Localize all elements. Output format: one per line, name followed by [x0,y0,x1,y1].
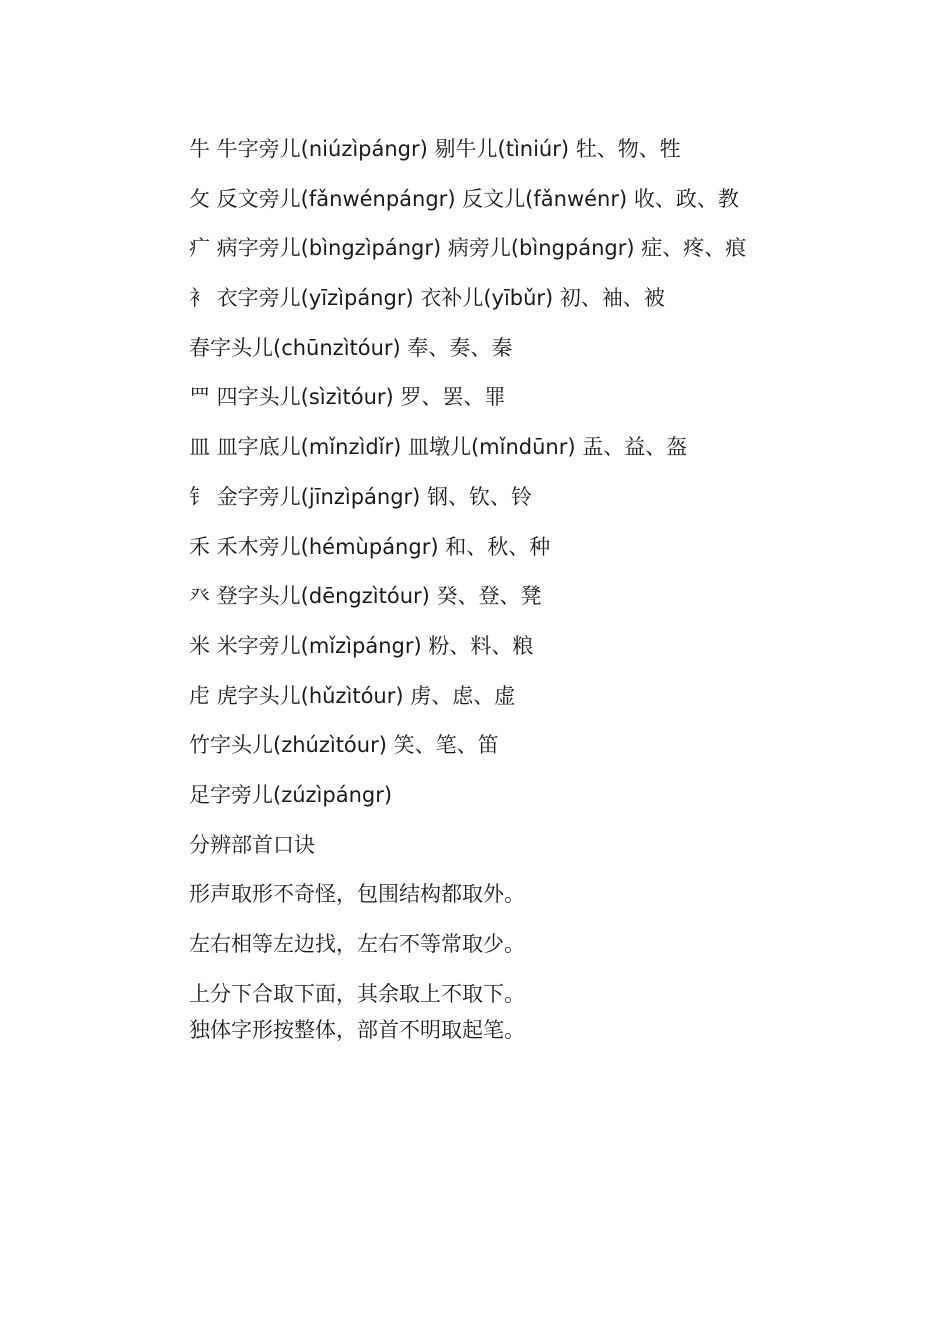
mnemonic-title: 分辨部首口诀 [189,832,315,857]
radical-line-deng: 癶 登字头儿(dēngzìtóur) 癸、登、凳 [189,584,542,609]
radical-line-zu: 足字旁儿(zúzìpángr) [189,782,393,807]
radical-line-si: 罒 四字头儿(sìzìtóur) 罗、罢、罪 [189,385,506,410]
radical-line-chun: 春字头儿(chūnzìtóur) 奉、奏、秦 [189,335,513,360]
radical-line-bing: 疒 病字旁儿(bìngzìpángr) 病旁儿(bìngpángr) 症、疼、痕 [189,236,747,261]
radical-line-niu: 牛 牛字旁儿(niúzìpángr) 剔牛儿(tìniúr) 牡、物、牲 [189,137,681,161]
mnemonic-line-4: 独体字形按整体，部首不明取起笔。 [189,1017,525,1042]
mnemonic-line-2: 左右相等左边找，左右不等常取少。 [189,932,525,956]
radical-line-fanwen: 攵 反文旁儿(fǎnwénpángr) 反文儿(fǎnwénr) 收、政、教 [189,186,739,211]
radical-line-mi: 米 米字旁儿(mǐzìpángr) 粉、料、粮 [189,633,534,658]
mnemonic-line-3: 上分下合取下面，其余取上不取下。 [189,981,525,1006]
document-body [189,131,889,1061]
radical-line-hemu: 禾 禾木旁儿(hémùpángr) 和、秋、种 [189,534,551,559]
radical-line-min: 皿 皿字底儿(mǐnzìdǐr) 皿墩儿(mǐndūnr) 盂、益、盔 [189,435,688,460]
mnemonic-line-1: 形声取形不奇怪，包围结构都取外。 [189,882,525,907]
radical-line-jin: 钅 金字旁儿(jīnzìpángr) 钢、钦、铃 [189,484,533,509]
radical-line-hu: 虍 虎字头儿(hǔzìtóur) 虏、虑、虚 [189,683,516,708]
radical-line-zhu: 竹字头儿(zhúzìtóur) 笑、笔、笛 [189,733,499,758]
radical-line-yi: 衤 衣字旁儿(yīzìpángr) 衣补儿(yībǔr) 初、袖、被 [189,286,665,311]
